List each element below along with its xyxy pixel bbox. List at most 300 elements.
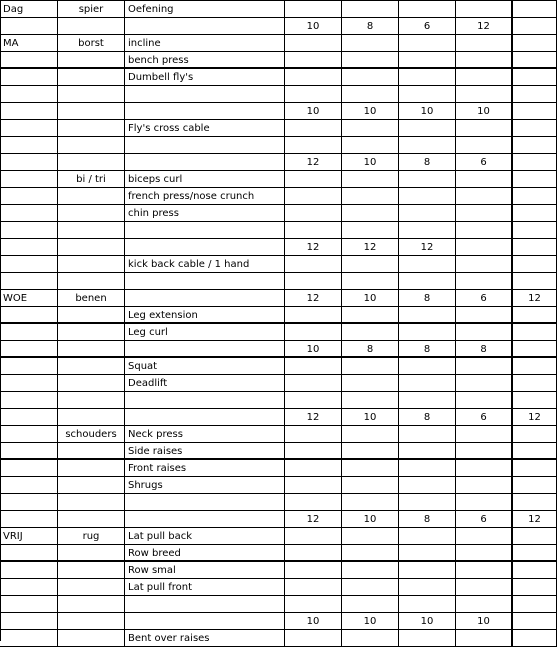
cell-dag[interactable]: VRIJ [0, 528, 58, 545]
cell-reps-1[interactable] [285, 528, 342, 545]
header-cell[interactable] [285, 1, 342, 18]
header-cell[interactable] [399, 1, 456, 18]
cell-oefening[interactable]: Leg extension [125, 307, 285, 324]
cell-reps-5[interactable] [513, 256, 557, 273]
cell-reps-5[interactable] [513, 273, 557, 290]
cell-oefening[interactable]: bench press [125, 52, 285, 69]
cell-reps-1[interactable] [285, 460, 342, 477]
cell-oefening[interactable] [125, 341, 285, 358]
cell-spier[interactable] [58, 205, 125, 222]
cell-reps-3[interactable] [399, 426, 456, 443]
cell-dag[interactable] [0, 324, 58, 341]
cell-reps-5[interactable] [513, 18, 557, 35]
cell-reps-2[interactable] [342, 494, 399, 511]
cell-oefening[interactable] [125, 613, 285, 630]
cell-reps-4[interactable]: 6 [456, 290, 513, 307]
cell-oefening[interactable] [125, 273, 285, 290]
cell-reps-5[interactable] [513, 239, 557, 256]
cell-reps-4[interactable] [456, 307, 513, 324]
cell-reps-2[interactable] [342, 171, 399, 188]
cell-reps-2[interactable] [342, 137, 399, 154]
cell-reps-2[interactable] [342, 205, 399, 222]
cell-oefening[interactable] [125, 239, 285, 256]
cell-oefening[interactable]: Front raises [125, 460, 285, 477]
cell-reps-2[interactable] [342, 307, 399, 324]
cell-dag[interactable] [0, 545, 58, 562]
cell-reps-2[interactable] [342, 375, 399, 392]
cell-reps-1[interactable] [285, 358, 342, 375]
cell-reps-1[interactable] [285, 596, 342, 613]
cell-reps-4[interactable] [456, 52, 513, 69]
cell-reps-1[interactable] [285, 630, 342, 647]
cell-dag[interactable] [0, 307, 58, 324]
cell-reps-1[interactable] [285, 494, 342, 511]
cell-reps-4[interactable]: 10 [456, 613, 513, 630]
cell-reps-1[interactable]: 10 [285, 103, 342, 120]
cell-reps-1[interactable]: 12 [285, 239, 342, 256]
cell-spier[interactable]: benen [58, 290, 125, 307]
cell-reps-3[interactable] [399, 375, 456, 392]
cell-oefening[interactable] [125, 596, 285, 613]
cell-dag[interactable] [0, 52, 58, 69]
cell-spier[interactable] [58, 307, 125, 324]
cell-reps-5[interactable] [513, 35, 557, 52]
cell-reps-5[interactable] [513, 324, 557, 341]
cell-spier[interactable] [58, 562, 125, 579]
cell-dag[interactable] [0, 613, 58, 630]
cell-reps-2[interactable] [342, 324, 399, 341]
cell-reps-3[interactable]: 8 [399, 511, 456, 528]
cell-reps-2[interactable] [342, 222, 399, 239]
cell-reps-1[interactable] [285, 52, 342, 69]
cell-reps-3[interactable]: 10 [399, 613, 456, 630]
cell-oefening[interactable]: Row breed [125, 545, 285, 562]
cell-reps-2[interactable] [342, 273, 399, 290]
cell-reps-1[interactable]: 12 [285, 290, 342, 307]
cell-reps-1[interactable] [285, 86, 342, 103]
cell-reps-4[interactable] [456, 494, 513, 511]
cell-reps-4[interactable] [456, 188, 513, 205]
cell-oefening[interactable] [125, 154, 285, 171]
cell-reps-4[interactable] [456, 426, 513, 443]
cell-reps-3[interactable] [399, 120, 456, 137]
cell-spier[interactable] [58, 630, 125, 647]
cell-reps-3[interactable] [399, 86, 456, 103]
cell-reps-5[interactable] [513, 137, 557, 154]
cell-reps-4[interactable] [456, 222, 513, 239]
cell-dag[interactable] [0, 494, 58, 511]
cell-reps-3[interactable] [399, 358, 456, 375]
cell-spier[interactable] [58, 69, 125, 86]
cell-reps-2[interactable] [342, 528, 399, 545]
cell-dag[interactable] [0, 579, 58, 596]
cell-reps-2[interactable]: 10 [342, 409, 399, 426]
cell-reps-5[interactable] [513, 392, 557, 409]
cell-reps-1[interactable] [285, 120, 342, 137]
cell-reps-5[interactable] [513, 443, 557, 460]
header-cell[interactable] [456, 1, 513, 18]
cell-spier[interactable]: borst [58, 35, 125, 52]
cell-spier[interactable] [58, 613, 125, 630]
cell-reps-5[interactable] [513, 596, 557, 613]
cell-spier[interactable] [58, 409, 125, 426]
cell-dag[interactable] [0, 375, 58, 392]
cell-reps-1[interactable] [285, 443, 342, 460]
cell-reps-1[interactable] [285, 375, 342, 392]
cell-spier[interactable] [58, 273, 125, 290]
cell-spier[interactable]: schouders [58, 426, 125, 443]
cell-reps-1[interactable] [285, 35, 342, 52]
cell-reps-3[interactable] [399, 324, 456, 341]
cell-dag[interactable] [0, 460, 58, 477]
cell-oefening[interactable]: Lat pull back [125, 528, 285, 545]
cell-reps-4[interactable] [456, 528, 513, 545]
cell-reps-4[interactable]: 6 [456, 154, 513, 171]
cell-dag[interactable] [0, 409, 58, 426]
cell-reps-3[interactable] [399, 528, 456, 545]
cell-reps-2[interactable] [342, 256, 399, 273]
cell-dag[interactable] [0, 239, 58, 256]
cell-reps-5[interactable] [513, 171, 557, 188]
cell-oefening[interactable]: Shrugs [125, 477, 285, 494]
cell-spier[interactable] [58, 103, 125, 120]
cell-reps-3[interactable] [399, 273, 456, 290]
cell-reps-5[interactable] [513, 307, 557, 324]
cell-reps-4[interactable]: 6 [456, 511, 513, 528]
cell-reps-4[interactable] [456, 562, 513, 579]
cell-spier[interactable] [58, 154, 125, 171]
cell-reps-3[interactable] [399, 222, 456, 239]
cell-reps-5[interactable] [513, 341, 557, 358]
cell-spier[interactable] [58, 222, 125, 239]
cell-reps-5[interactable] [513, 477, 557, 494]
cell-reps-3[interactable] [399, 596, 456, 613]
cell-reps-3[interactable] [399, 494, 456, 511]
cell-reps-1[interactable] [285, 205, 342, 222]
cell-oefening[interactable] [125, 290, 285, 307]
cell-reps-4[interactable] [456, 460, 513, 477]
cell-dag[interactable]: MA [0, 35, 58, 52]
cell-dag[interactable] [0, 120, 58, 137]
cell-reps-5[interactable] [513, 579, 557, 596]
cell-reps-3[interactable] [399, 35, 456, 52]
cell-spier[interactable] [58, 188, 125, 205]
cell-dag[interactable] [0, 562, 58, 579]
cell-reps-2[interactable] [342, 426, 399, 443]
cell-dag[interactable] [0, 154, 58, 171]
cell-oefening[interactable]: Squat [125, 358, 285, 375]
cell-spier[interactable]: rug [58, 528, 125, 545]
cell-reps-5[interactable] [513, 188, 557, 205]
cell-spier[interactable] [58, 86, 125, 103]
cell-reps-4[interactable] [456, 137, 513, 154]
cell-reps-5[interactable] [513, 613, 557, 630]
cell-dag[interactable] [0, 511, 58, 528]
cell-reps-3[interactable] [399, 562, 456, 579]
cell-reps-4[interactable] [456, 69, 513, 86]
cell-oefening[interactable] [125, 409, 285, 426]
cell-reps-1[interactable]: 10 [285, 613, 342, 630]
cell-reps-4[interactable]: 12 [456, 18, 513, 35]
cell-reps-4[interactable] [456, 86, 513, 103]
cell-reps-3[interactable] [399, 630, 456, 647]
cell-reps-2[interactable]: 10 [342, 613, 399, 630]
cell-reps-2[interactable] [342, 477, 399, 494]
cell-oefening[interactable]: french press/nose crunch [125, 188, 285, 205]
cell-oefening[interactable] [125, 86, 285, 103]
cell-reps-1[interactable]: 12 [285, 154, 342, 171]
cell-reps-2[interactable] [342, 52, 399, 69]
cell-oefening[interactable] [125, 137, 285, 154]
cell-dag[interactable] [0, 477, 58, 494]
cell-reps-1[interactable] [285, 562, 342, 579]
cell-oefening[interactable] [125, 392, 285, 409]
cell-reps-5[interactable] [513, 103, 557, 120]
cell-oefening[interactable]: Neck press [125, 426, 285, 443]
cell-spier[interactable] [58, 545, 125, 562]
cell-reps-5[interactable] [513, 205, 557, 222]
header-cell[interactable] [513, 1, 557, 18]
cell-reps-4[interactable]: 10 [456, 103, 513, 120]
cell-reps-2[interactable]: 8 [342, 341, 399, 358]
cell-oefening[interactable]: Lat pull front [125, 579, 285, 596]
cell-reps-1[interactable]: 10 [285, 341, 342, 358]
cell-oefening[interactable]: Fly's cross cable [125, 120, 285, 137]
cell-reps-3[interactable] [399, 477, 456, 494]
cell-reps-3[interactable]: 10 [399, 103, 456, 120]
cell-oefening[interactable]: Row smal [125, 562, 285, 579]
cell-reps-5[interactable] [513, 52, 557, 69]
cell-reps-1[interactable] [285, 579, 342, 596]
cell-reps-5[interactable] [513, 528, 557, 545]
cell-reps-1[interactable] [285, 324, 342, 341]
cell-reps-2[interactable] [342, 545, 399, 562]
cell-spier[interactable] [58, 477, 125, 494]
cell-reps-2[interactable] [342, 443, 399, 460]
cell-dag[interactable] [0, 86, 58, 103]
cell-dag[interactable] [0, 273, 58, 290]
cell-spier[interactable] [58, 511, 125, 528]
cell-reps-5[interactable] [513, 630, 557, 647]
cell-reps-1[interactable] [285, 392, 342, 409]
cell-reps-2[interactable] [342, 69, 399, 86]
cell-reps-5[interactable]: 12 [513, 511, 557, 528]
cell-spier[interactable] [58, 392, 125, 409]
cell-reps-3[interactable] [399, 392, 456, 409]
cell-reps-1[interactable]: 10 [285, 18, 342, 35]
cell-reps-3[interactable] [399, 579, 456, 596]
cell-reps-5[interactable] [513, 426, 557, 443]
cell-dag[interactable] [0, 358, 58, 375]
cell-reps-4[interactable] [456, 477, 513, 494]
cell-reps-4[interactable] [456, 171, 513, 188]
cell-reps-5[interactable]: 12 [513, 290, 557, 307]
cell-spier[interactable]: bi / tri [58, 171, 125, 188]
header-spier[interactable]: spier [58, 1, 125, 18]
cell-reps-4[interactable] [456, 630, 513, 647]
cell-reps-1[interactable] [285, 273, 342, 290]
cell-oefening[interactable]: Deadlift [125, 375, 285, 392]
cell-spier[interactable] [58, 375, 125, 392]
cell-reps-4[interactable] [456, 358, 513, 375]
cell-reps-3[interactable] [399, 443, 456, 460]
cell-reps-5[interactable] [513, 545, 557, 562]
cell-reps-2[interactable] [342, 630, 399, 647]
cell-spier[interactable] [58, 460, 125, 477]
cell-reps-3[interactable] [399, 307, 456, 324]
cell-oefening[interactable]: Leg curl [125, 324, 285, 341]
cell-reps-5[interactable] [513, 222, 557, 239]
cell-reps-2[interactable]: 10 [342, 511, 399, 528]
cell-reps-5[interactable] [513, 460, 557, 477]
cell-dag[interactable] [0, 18, 58, 35]
cell-reps-4[interactable] [456, 375, 513, 392]
cell-reps-4[interactable] [456, 596, 513, 613]
cell-reps-4[interactable] [456, 579, 513, 596]
cell-reps-2[interactable] [342, 120, 399, 137]
cell-spier[interactable] [58, 579, 125, 596]
cell-oefening[interactable]: chin press [125, 205, 285, 222]
cell-dag[interactable] [0, 69, 58, 86]
cell-reps-4[interactable] [456, 273, 513, 290]
cell-spier[interactable] [58, 120, 125, 137]
cell-oefening[interactable] [125, 222, 285, 239]
cell-reps-1[interactable] [285, 188, 342, 205]
cell-reps-1[interactable]: 12 [285, 409, 342, 426]
cell-dag[interactable] [0, 171, 58, 188]
cell-reps-3[interactable] [399, 545, 456, 562]
cell-reps-4[interactable] [456, 256, 513, 273]
cell-reps-1[interactable] [285, 222, 342, 239]
cell-dag[interactable] [0, 137, 58, 154]
cell-dag[interactable] [0, 205, 58, 222]
cell-oefening[interactable]: Dumbell fly's [125, 69, 285, 86]
cell-reps-2[interactable] [342, 188, 399, 205]
cell-spier[interactable] [58, 443, 125, 460]
cell-reps-3[interactable]: 8 [399, 341, 456, 358]
cell-reps-4[interactable] [456, 35, 513, 52]
cell-dag[interactable] [0, 256, 58, 273]
cell-oefening[interactable]: Bent over raises [125, 630, 285, 647]
cell-reps-1[interactable] [285, 69, 342, 86]
cell-dag[interactable] [0, 630, 58, 647]
cell-oefening[interactable]: kick back cable / 1 hand [125, 256, 285, 273]
cell-dag[interactable]: WOE [0, 290, 58, 307]
cell-spier[interactable] [58, 341, 125, 358]
cell-reps-2[interactable] [342, 358, 399, 375]
cell-reps-1[interactable] [285, 426, 342, 443]
cell-reps-3[interactable]: 8 [399, 154, 456, 171]
cell-reps-5[interactable] [513, 494, 557, 511]
cell-reps-3[interactable]: 8 [399, 290, 456, 307]
cell-reps-3[interactable]: 6 [399, 18, 456, 35]
cell-spier[interactable] [58, 358, 125, 375]
cell-dag[interactable] [0, 341, 58, 358]
cell-spier[interactable] [58, 137, 125, 154]
cell-reps-3[interactable]: 12 [399, 239, 456, 256]
cell-reps-5[interactable]: 12 [513, 409, 557, 426]
cell-reps-4[interactable] [456, 205, 513, 222]
cell-reps-2[interactable] [342, 35, 399, 52]
cell-dag[interactable] [0, 392, 58, 409]
cell-reps-5[interactable] [513, 69, 557, 86]
cell-reps-3[interactable] [399, 188, 456, 205]
cell-reps-1[interactable]: 12 [285, 511, 342, 528]
cell-reps-2[interactable] [342, 596, 399, 613]
cell-reps-5[interactable] [513, 120, 557, 137]
cell-dag[interactable] [0, 426, 58, 443]
cell-reps-4[interactable]: 8 [456, 341, 513, 358]
cell-spier[interactable] [58, 596, 125, 613]
cell-oefening[interactable] [125, 18, 285, 35]
cell-reps-3[interactable] [399, 256, 456, 273]
cell-spier[interactable] [58, 324, 125, 341]
cell-reps-5[interactable] [513, 562, 557, 579]
cell-reps-2[interactable]: 8 [342, 18, 399, 35]
cell-reps-2[interactable] [342, 460, 399, 477]
cell-reps-1[interactable] [285, 545, 342, 562]
cell-reps-4[interactable] [456, 392, 513, 409]
cell-oefening[interactable]: Side raises [125, 443, 285, 460]
cell-reps-5[interactable] [513, 375, 557, 392]
cell-spier[interactable] [58, 494, 125, 511]
cell-reps-5[interactable] [513, 154, 557, 171]
cell-dag[interactable] [0, 222, 58, 239]
header-oefening[interactable]: Oefening [125, 1, 285, 18]
cell-reps-2[interactable] [342, 579, 399, 596]
cell-reps-3[interactable]: 8 [399, 409, 456, 426]
header-cell[interactable] [342, 1, 399, 18]
cell-reps-5[interactable] [513, 86, 557, 103]
cell-reps-4[interactable] [456, 239, 513, 256]
cell-oefening[interactable]: incline [125, 35, 285, 52]
header-dag[interactable]: Dag [0, 1, 58, 18]
cell-reps-4[interactable] [456, 443, 513, 460]
cell-reps-3[interactable] [399, 69, 456, 86]
cell-reps-2[interactable] [342, 86, 399, 103]
cell-dag[interactable] [0, 103, 58, 120]
cell-reps-2[interactable]: 10 [342, 103, 399, 120]
cell-oefening[interactable] [125, 511, 285, 528]
cell-reps-2[interactable] [342, 562, 399, 579]
cell-reps-4[interactable] [456, 545, 513, 562]
cell-reps-4[interactable] [456, 324, 513, 341]
cell-oefening[interactable]: biceps curl [125, 171, 285, 188]
cell-reps-3[interactable] [399, 52, 456, 69]
cell-oefening[interactable] [125, 103, 285, 120]
cell-reps-2[interactable]: 10 [342, 290, 399, 307]
cell-spier[interactable] [58, 256, 125, 273]
cell-reps-4[interactable]: 6 [456, 409, 513, 426]
cell-reps-3[interactable] [399, 137, 456, 154]
cell-reps-1[interactable] [285, 171, 342, 188]
cell-reps-5[interactable] [513, 358, 557, 375]
cell-reps-1[interactable] [285, 137, 342, 154]
cell-dag[interactable] [0, 596, 58, 613]
cell-reps-3[interactable] [399, 460, 456, 477]
cell-oefening[interactable] [125, 494, 285, 511]
cell-reps-1[interactable] [285, 307, 342, 324]
cell-reps-3[interactable] [399, 171, 456, 188]
cell-spier[interactable] [58, 52, 125, 69]
cell-spier[interactable] [58, 18, 125, 35]
cell-dag[interactable] [0, 188, 58, 205]
cell-reps-2[interactable]: 12 [342, 239, 399, 256]
cell-reps-1[interactable] [285, 477, 342, 494]
cell-spier[interactable] [58, 239, 125, 256]
cell-dag[interactable] [0, 443, 58, 460]
cell-reps-1[interactable] [285, 256, 342, 273]
